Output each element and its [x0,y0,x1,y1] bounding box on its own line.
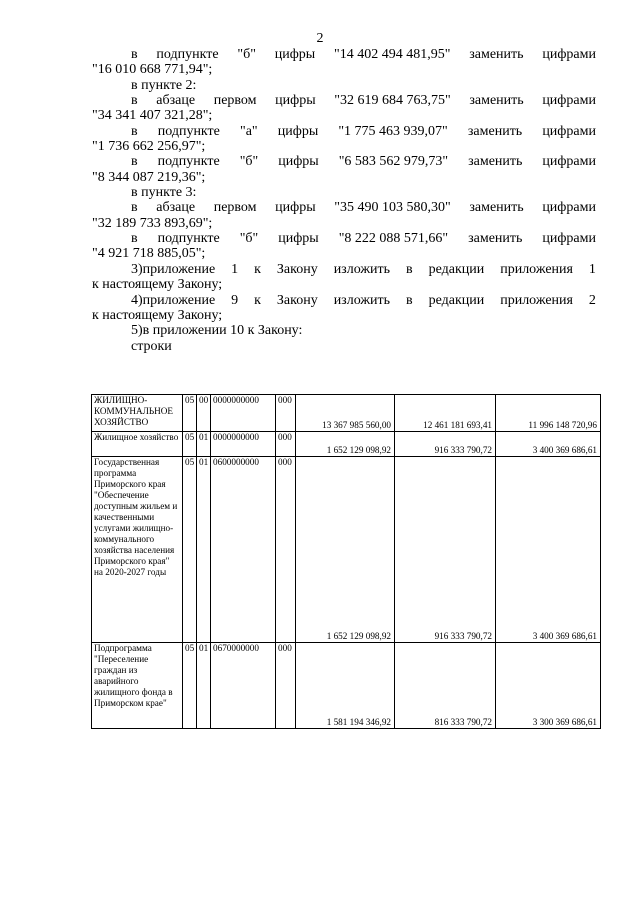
text-word: Закону [276,292,318,308]
text-line: "8 344 087 219,36"; [92,169,206,185]
page-number: 2 [316,31,324,46]
text-word: редакции [428,261,485,277]
text-word: изложить [333,292,391,308]
section-code-cell: 05 [183,432,197,457]
text-word: цифры [274,47,316,62]
text-word: заменить [467,123,523,139]
text-word: редакции [428,292,485,308]
text-word: цифры [278,154,319,170]
text-word: приложения [500,261,573,277]
expense-kind-cell: 000 [276,395,296,432]
text-line [92,231,596,246]
amount-cell: 1 652 129 098,92 [296,457,395,643]
text-word: подпункте [156,47,219,62]
text-word: 1 [231,261,239,277]
text-line: к настоящему Закону; [92,307,223,323]
text-line: "16 010 668 771,94"; [92,62,213,78]
text-word: изложить [333,261,391,277]
text-line [92,154,596,169]
text-word: заменить [469,93,524,109]
text-word: заменить [469,47,524,62]
text-word: "б" [239,231,259,247]
text-word: 4)приложение [131,292,216,308]
text-word: 1 [588,261,596,277]
text-word: "б" [239,154,259,170]
text-line [92,93,596,108]
text-line: в пункте 2: [131,77,197,93]
text-word: цифрами [542,200,596,216]
subsection-code-cell: 01 [197,643,211,729]
amount-cell: 11 996 148 720,96 [496,395,601,432]
amount-cell: 3 400 369 686,61 [496,432,601,457]
text-word: цифры [275,93,316,109]
text-word: "8 222 088 571,66" [338,231,449,247]
text-word: в [131,93,138,109]
text-word: приложения [500,292,573,308]
text-word: цифрами [542,231,596,247]
text-word: цифрами [542,154,596,170]
text-line: "4 921 718 885,05"; [92,246,206,262]
amount-cell: 12 461 181 693,41 [395,395,496,432]
text-word: цифрами [542,47,596,62]
text-word: "а" [240,123,258,139]
text-word: в [405,261,413,277]
text-word: цифрами [542,123,596,139]
text-line: в пункте 3: [131,185,197,201]
text-word: подпункте [157,154,220,170]
amount-cell: 916 333 790,72 [395,457,496,643]
text-word: к [254,261,261,277]
expense-kind-cell: 000 [276,457,296,643]
budget-table-body [92,395,601,729]
expense-kind-cell: 000 [276,643,296,729]
row-name-cell: Подпрограмма "Переселение граждан из аварийного жилищного фонда в Приморском крае" [92,643,183,729]
amendment-text [92,47,596,354]
text-word: 3)приложение [131,261,216,277]
text-line: "34 341 407 321,28"; [92,108,213,124]
text-word: "35 490 103 580,30" [334,200,451,216]
text-word: заменить [468,154,523,170]
table-row [92,457,601,643]
subsection-code-cell: 00 [197,395,211,432]
amount-cell: 1 581 194 346,92 [296,643,395,729]
text-word: Закону [276,261,318,277]
amount-cell: 13 367 985 560,00 [296,395,395,432]
text-line: строки [131,338,172,354]
text-word: цифры [275,200,316,216]
row-name-cell: Государственная программа Приморского края "Обеспечение доступным жильем и качественными услугами жилищно-коммунального хозяйства населения Приморского края" на 2020-2027 годы [92,457,183,643]
text-word: в [131,154,138,170]
text-line [92,293,596,308]
section-code-cell: 05 [183,395,197,432]
text-word: в [405,292,413,308]
text-word: цифры [278,231,319,247]
text-line [92,124,596,139]
text-word: подпункте [157,231,220,247]
text-word: подпункте [157,123,220,139]
text-word: в [131,200,138,216]
text-word: первом [213,200,257,216]
text-line [92,47,596,62]
text-word: "б" [237,47,256,62]
text-word: "14 402 494 481,95" [334,47,451,62]
amount-cell: 3 400 369 686,61 [496,457,601,643]
target-article-cell: 0000000000 [211,432,276,457]
text-word: 9 [231,292,239,308]
text-line [92,262,596,277]
text-word: цифры [277,123,319,139]
text-word: "1 775 463 939,07" [338,123,448,139]
amount-cell: 1 652 129 098,92 [296,432,395,457]
amount-cell: 816 333 790,72 [395,643,496,729]
text-word: цифрами [542,93,596,109]
text-line: 5)в приложении 10 к Закону: [131,323,303,339]
amount-cell: 916 333 790,72 [395,432,496,457]
text-word: в [131,231,138,247]
text-word: 2 [588,292,596,308]
subsection-code-cell: 01 [197,432,211,457]
target-article-cell: 0670000000 [211,643,276,729]
target-article-cell: 0000000000 [211,395,276,432]
section-code-cell: 05 [183,643,197,729]
table-row [92,395,601,432]
text-word: заменить [469,200,524,216]
text-line: к настоящему Закону; [92,277,223,293]
row-name-cell: Жилищное хозяйство [92,432,183,457]
section-code-cell: 05 [183,457,197,643]
text-line [92,200,596,215]
text-word: первом [213,93,257,109]
text-line: "32 189 733 893,69"; [92,215,213,231]
text-word: абзаце [156,200,196,216]
text-word: "32 619 684 763,75" [334,93,451,109]
budget-table [91,394,601,729]
target-article-cell: 0600000000 [211,457,276,643]
subsection-code-cell: 01 [197,457,211,643]
text-word: заменить [468,231,523,247]
row-name-cell: ЖИЛИЩНО-КОММУНАЛЬНОЕ ХОЗЯЙСТВО [92,395,183,432]
text-word: к [254,292,261,308]
text-word: "6 583 562 979,73" [338,154,449,170]
expense-kind-cell: 000 [276,432,296,457]
text-line: "1 736 662 256,97"; [92,139,206,155]
amount-cell: 3 300 369 686,61 [496,643,601,729]
table-row [92,643,601,729]
text-word: в [131,123,138,139]
text-word: абзаце [156,93,196,109]
table-row [92,432,601,457]
text-word: в [131,47,138,62]
